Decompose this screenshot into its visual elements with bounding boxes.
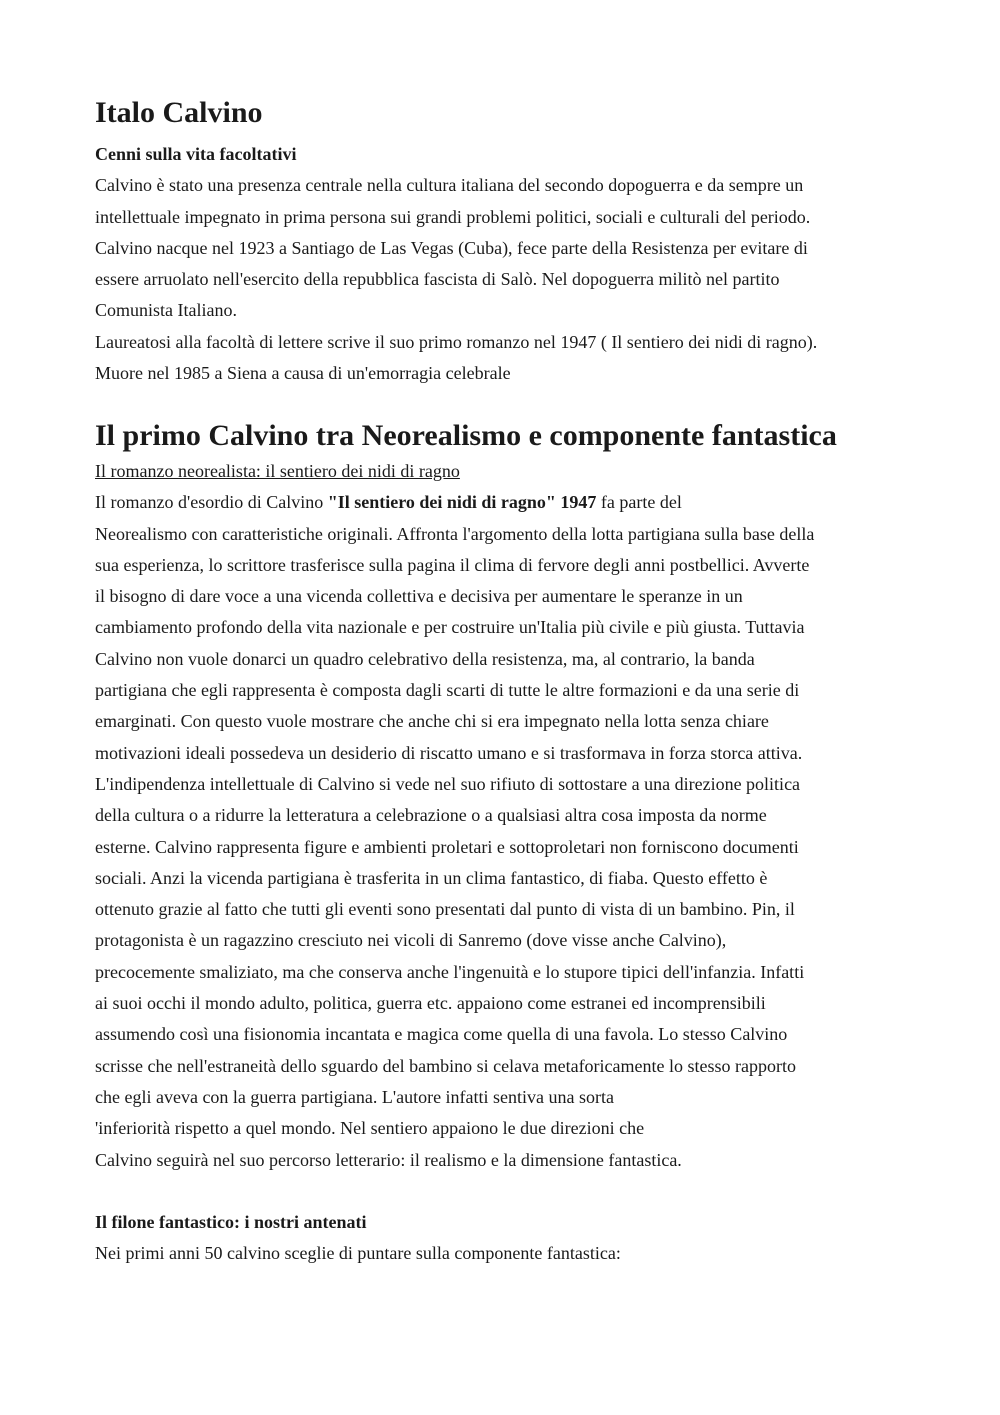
paragraph-line: ai suoi occhi il mondo adulto, politica, guerra etc. appaiono come estranei ed incomprensibili [95,993,766,1014]
paragraph-line: motivazioni ideali possedeva un desiderio di riscatto umano e si trasformava in forza storca attiva. [95,742,803,763]
fantasy-section [95,1207,621,1270]
paragraph-line: cambiamento profondo della vita nazionale e per costruire un'Italia più civile e più giusta. Tuttavia [95,617,805,638]
neorealism-subtitle: Il romanzo neorealista: il sentiero dei nidi di ragno [95,461,460,481]
paragraph-line: sociali. Anzi la vicenda partigiana è trasferita in un clima fantastico, di fiaba. Questo effetto è [95,867,768,888]
paragraph-line: protagonista è un ragazzino cresciuto nei vicoli di Sanremo (dove visse anche Calvino), [95,930,727,951]
paragraph-line: Calvino è stato una presenza centrale nella cultura italiana del secondo dopoguerra e da sempre un [95,175,804,196]
novel-title-bold: "Il sentiero dei nidi di ragno" 1947 [327,492,597,513]
first-line-post: fa parte del [596,492,682,513]
fantasy-subtitle: Il filone fantastico: i nostri antenati [95,1212,367,1232]
paragraph-line: sua esperienza, lo scrittore trasferisce sulla pagina il clima di fervore degli anni postbellici. Avverte [95,554,810,575]
paragraph-line: della cultura o a ridurre la letteratura a celebrazione o a qualsiasi altra cosa imposta da norme [95,805,767,826]
biography-section [95,139,817,389]
section-heading: Il primo Calvino tra Neorealismo e componente fantastica [95,419,837,452]
biography-subtitle: Cenni sulla vita facoltativi [95,144,297,164]
paragraph-line: intellettuale impegnato in prima persona sui grandi problemi politici, sociali e culturali del periodo. [95,206,811,227]
page-title: Italo Calvino [95,96,263,129]
paragraph-line: Comunista Italiano. [95,300,237,321]
paragraph-line: Laureatosi alla facoltà di lettere scrive il suo primo romanzo nel 1947 ( Il sentiero dei nidi di ragno). [95,331,818,352]
paragraph-line: 'inferiorità rispetto a quel mondo. Nel sentiero appaiono le due direzioni che [95,1118,645,1139]
paragraph-line: Muore nel 1985 a Siena a causa di un'emorragia celebrale [95,363,511,384]
paragraph-line: Calvino nacque nel 1923 a Santiago de Las Vegas (Cuba), fece parte della Resistenza per evitare di [95,237,808,258]
paragraph-line: L'indipendenza intellettuale di Calvino si vede nel suo rifiuto di sottostare a una direzione politica [95,773,801,794]
paragraph-line: precocemente smaliziato, ma che conserva anche l'ingenuità e lo stupore tipici dell'infanzia. Infatti [95,961,805,982]
paragraph-line: il bisogno di dare voce a una vicenda collettiva e decisiva per aumentare le speranze in un [95,586,743,607]
paragraph-line: partigiana che egli rappresenta è composta dagli scarti di tutte le altre formazioni e da una serie di [95,680,800,701]
paragraph-line [95,487,814,518]
paragraph-line: Calvino non vuole donarci un quadro celebrativo della resistenza, ma, al contrario, la banda [95,648,755,669]
paragraph-line: Calvino seguirà nel suo percorso letterario: il realismo e la dimensione fantastica. [95,1149,682,1170]
paragraph-line: scrisse che nell'estraneità dello sguardo del bambino si celava metaforicamente lo stesso rapporto [95,1055,796,1076]
paragraph-line: ottenuto grazie al fatto che tutti gli eventi sono presentati dal punto di vista di un bambino. Pin, il [95,899,795,920]
paragraph-line: Nei primi anni 50 calvino sceglie di puntare sulla componente fantastica: [95,1243,621,1264]
paragraph-line: che egli aveva con la guerra partigiana. L'autore infatti sentiva una sorta [95,1086,615,1107]
neorealism-section [95,456,814,1176]
paragraph-line: Neorealismo con caratteristiche originali. Affronta l'argomento della lotta partigiana sulla base della [95,523,815,544]
paragraph-line: assumendo così una fisionomia incantata e magica come quella di una favola. Lo stesso Calvino [95,1024,788,1045]
paragraph-line: esterne. Calvino rappresenta figure e ambienti proletari e sottoproletari non forniscono documenti [95,836,799,857]
paragraph-line: emarginati. Con questo vuole mostrare che anche chi si era impegnato nella lotta senza chiare [95,711,769,732]
first-line-pre: Il romanzo d'esordio di Calvino [95,492,328,513]
paragraph-line: essere arruolato nell'esercito della repubblica fascista di Salò. Nel dopoguerra militò nel partito [95,269,780,290]
